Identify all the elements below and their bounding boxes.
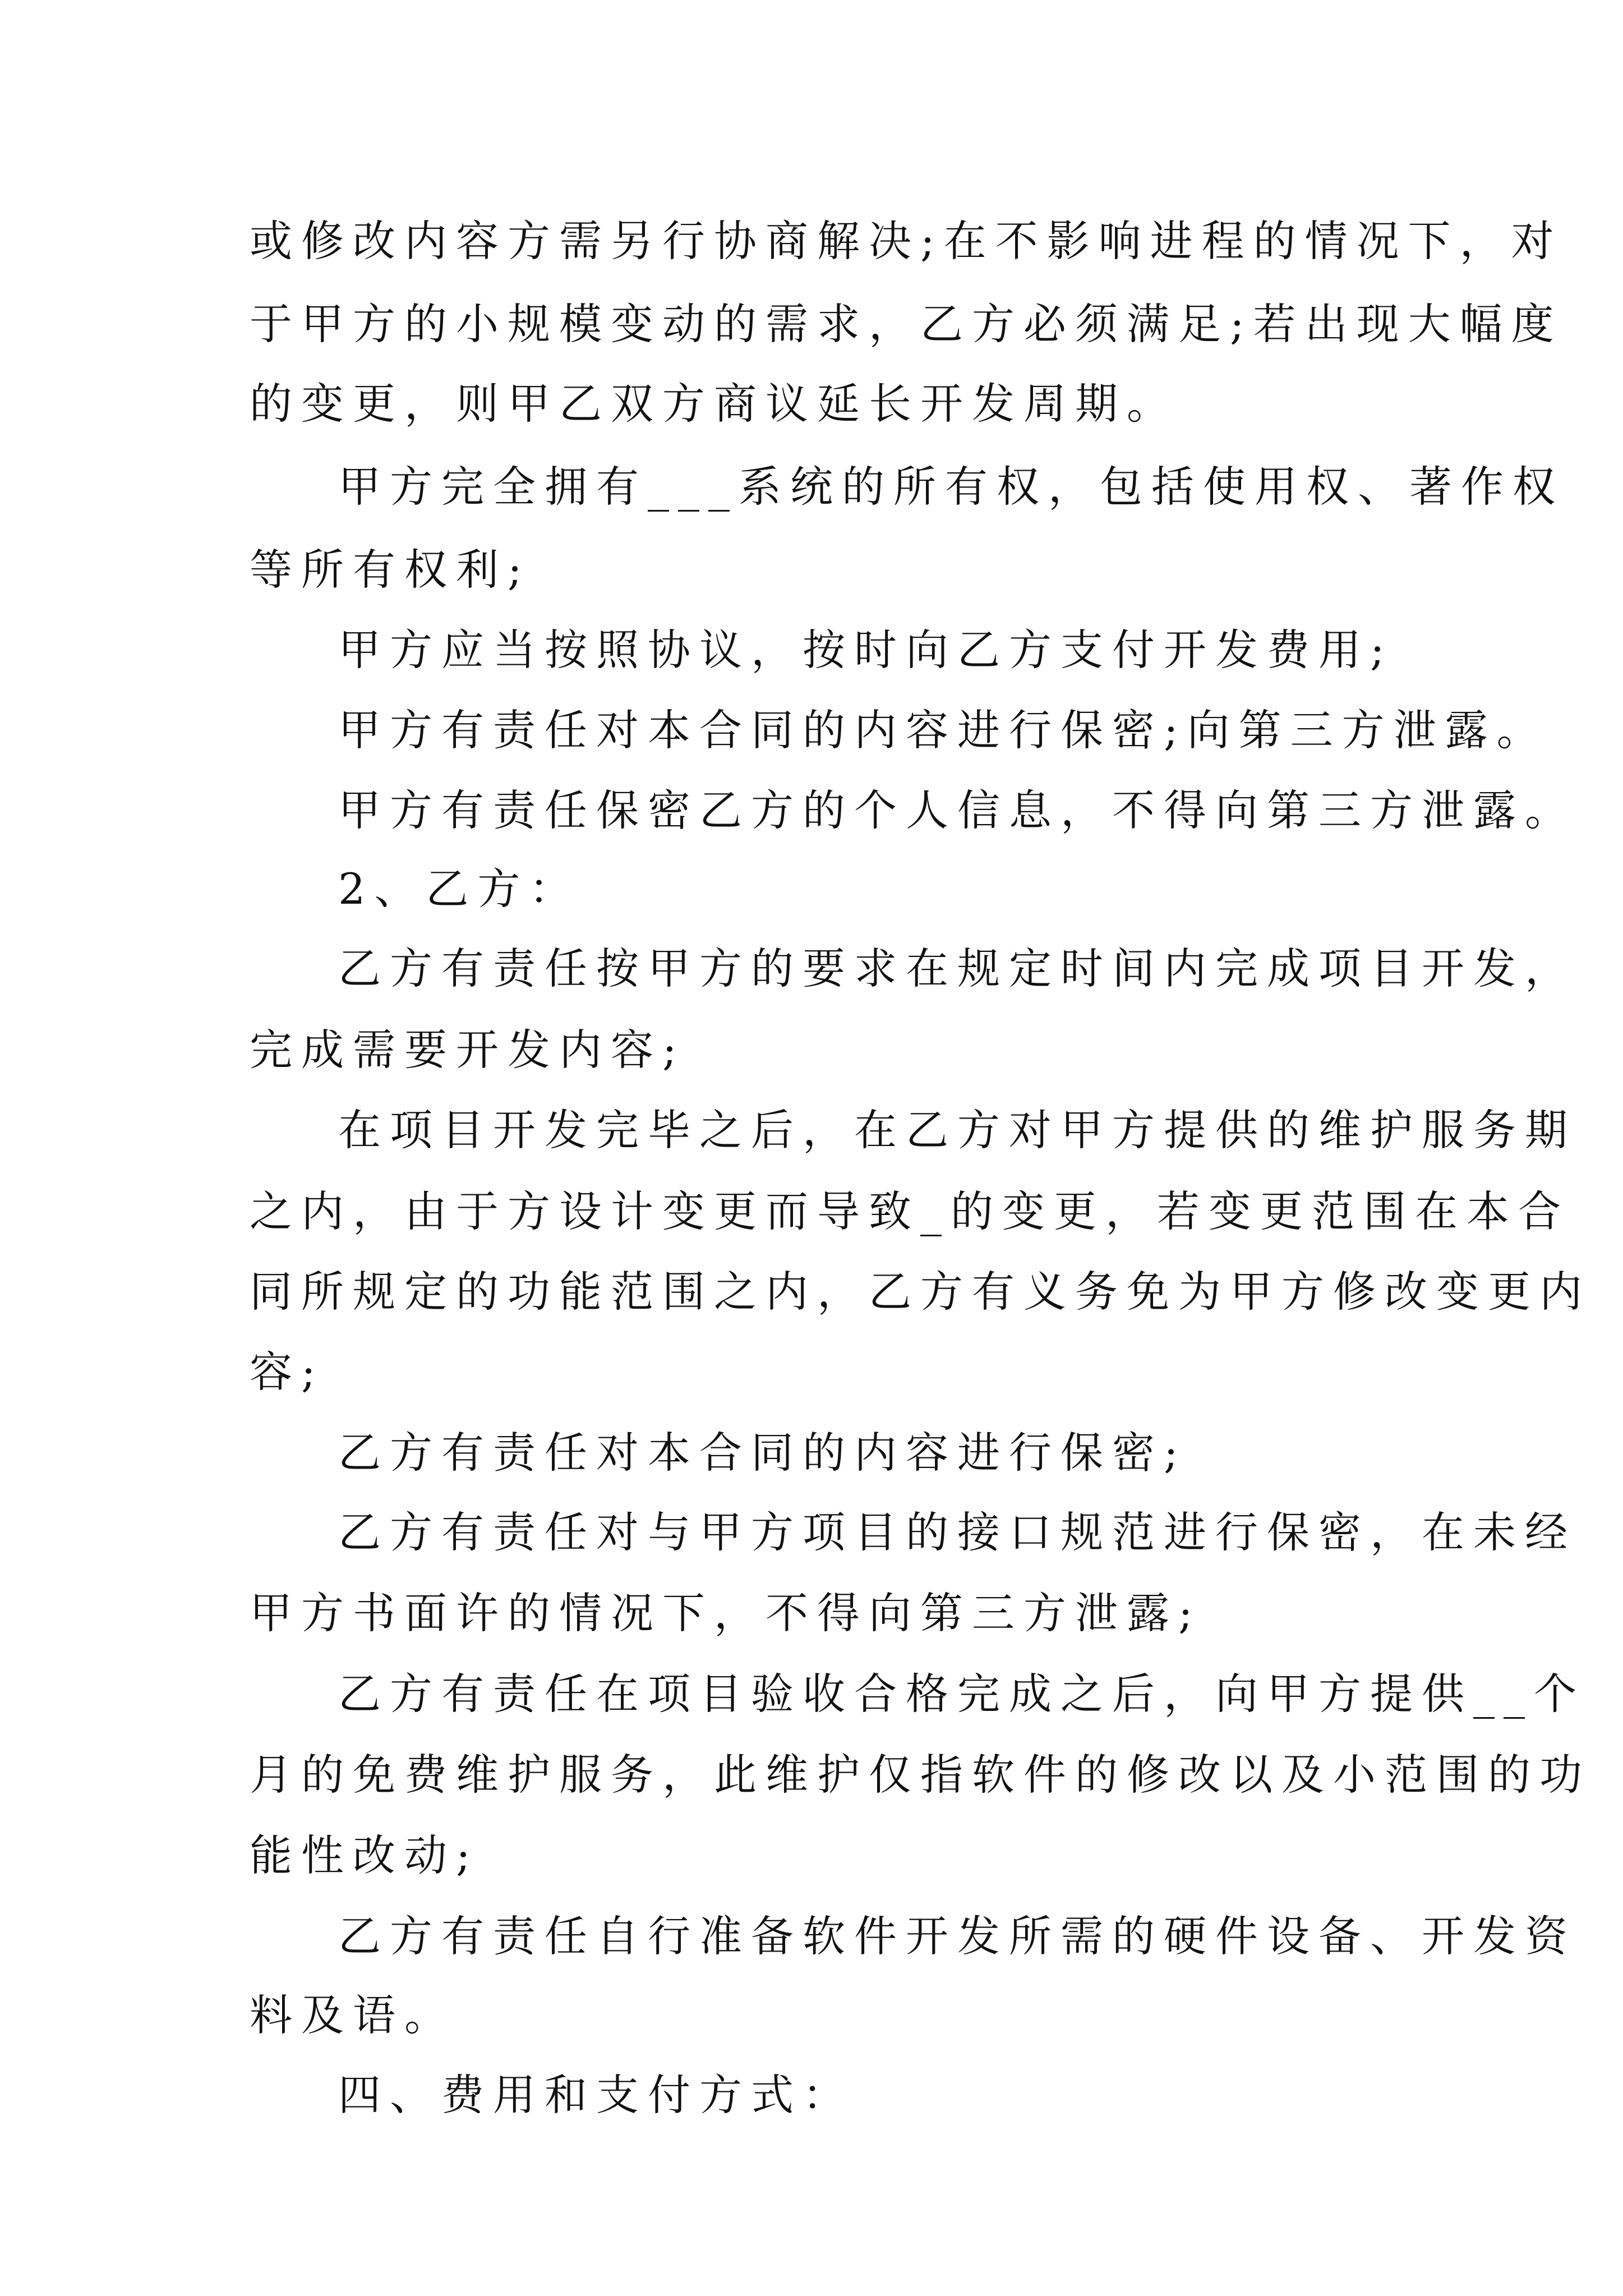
text-line: 甲方完全拥有___系统的所有权，包括使用权、著作权 [338, 462, 1564, 512]
text-line: 的变更，则甲乙双方商议延长开发周期。 [250, 379, 1178, 429]
text-line: 或修改内容方需另行协商解决;在不影响进程的情况下，对 [250, 216, 1563, 266]
text-line: 于甲方的小规模变动的需求，乙方必须满足;若出现大幅度 [250, 299, 1563, 349]
text-line: 乙方有责任自行准备软件开发所需的硬件设备、开发资 [338, 1911, 1576, 1961]
text-line: 四、费用和支付方式： [338, 2070, 854, 2120]
text-line: 乙方有责任对与甲方项目的接口规范进行保密，在未经 [338, 1507, 1576, 1557]
text-line: 甲方书面许的情况下，不得向第三方泄露; [250, 1588, 1202, 1638]
text-line: 乙方有责任按甲方的要求在规定时间内完成项目开发， [338, 944, 1576, 993]
text-line: 料及语。 [250, 1990, 456, 2040]
text-line: 甲方有责任对本合同的内容进行保密;向第三方泄露。 [338, 705, 1548, 755]
text-line: 容; [250, 1347, 325, 1397]
text-line: 2、乙方： [338, 864, 581, 914]
text-line: 在项目开发完毕之后，在乙方对甲方提供的维护服务期 [338, 1105, 1576, 1155]
text-line: 完成需要开发内容; [250, 1025, 686, 1075]
text-line: 乙方有责任对本合同的内容进行保密; [338, 1428, 1187, 1478]
text-line: 等所有权利; [250, 545, 531, 595]
text-line: 乙方有责任在项目验收合格完成之后，向甲方提供__个 [338, 1669, 1585, 1719]
text-line: 同所规定的功能范围之内，乙方有义务免为甲方修改变更内 [250, 1267, 1591, 1317]
text-line: 月的免费维护服务，此维护仅指软件的修改以及小范围的功 [250, 1750, 1591, 1800]
text-line: 甲方有责任保密乙方的个人信息，不得向第三方泄露。 [338, 785, 1576, 835]
text-line: 之内，由于方设计变更而导致_的变更，若变更范围在本合 [250, 1186, 1570, 1236]
text-line: 甲方应当按照协议，按时向乙方支付开发费用; [338, 625, 1394, 675]
text-line: 能性改动; [250, 1830, 479, 1880]
